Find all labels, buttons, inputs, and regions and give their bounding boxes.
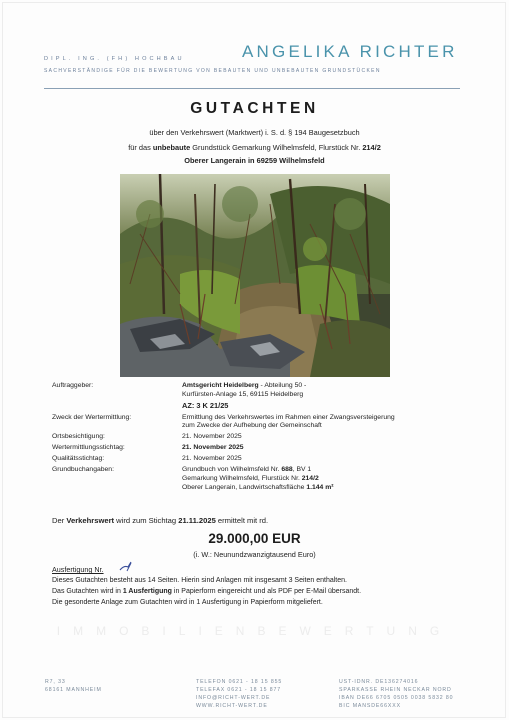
land-register-1-number: 688 xyxy=(281,466,293,473)
inspection-label: Ortsbesichtigung: xyxy=(52,433,105,440)
land-register-3 xyxy=(182,484,334,492)
value-statement xyxy=(52,516,268,525)
footer-bank xyxy=(339,678,453,710)
subject-address: Oberer Langerain in 69259 Wilhelmsfeld xyxy=(184,156,325,165)
case-number: AZ: 3 K 21/25 xyxy=(182,401,229,410)
subject-line-2-bold: unbebaute xyxy=(152,143,191,152)
property-photo xyxy=(120,174,390,377)
footer-iban: IBAN DE66 6705 0505 0038 5832 80 xyxy=(339,695,454,701)
valuation-label: Wertermittlungsstichtag: xyxy=(52,444,125,451)
value-statement-post: ermittelt mit rd. xyxy=(215,516,269,525)
subject-line-2-number: 214/2 xyxy=(362,143,381,152)
header-divider xyxy=(44,88,460,89)
land-register-2-number: 214/2 xyxy=(301,475,319,482)
footer-fax: TELEFAX 0621 - 18 15 877 xyxy=(196,687,282,693)
land-register-3-area: 1.144 m² xyxy=(306,484,334,491)
subject-line-2 xyxy=(0,143,509,152)
footer-contact xyxy=(196,678,282,710)
client-name: Amtsgericht Heidelberg xyxy=(182,382,259,389)
client-value xyxy=(182,382,306,390)
copies-info-bold: 1 Ausfertigung xyxy=(122,588,172,595)
purpose-label: Zweck der Wertermittlung: xyxy=(52,414,132,421)
purpose-value-1: Ermittlung des Verkehrswertes im Rahmen einer Zwangsversteigerung xyxy=(182,414,395,421)
inspection-date: 21. November 2025 xyxy=(182,433,242,440)
header-subtitle: SACHVERSTÄNDIGE FÜR DIE BEWERTUNG VON BEBAUTEN UND UNBEBAUTEN GRUNDSTÜCKEN xyxy=(44,68,381,74)
value-statement-date: 21.11.2025 xyxy=(178,516,216,525)
pages-info: Dieses Gutachten besteht aus 14 Seiten. Hierin sind Anlagen mit insgesamt 3 Seiten enthalten. xyxy=(52,577,347,584)
copies-info xyxy=(52,588,361,595)
value-statement-mid: wird zum Stichtag xyxy=(114,516,179,525)
subject-line-2-mid: Grundstück Gemarkung Wilhelmsfeld, Flurstück Nr. xyxy=(190,143,363,152)
handwritten-mark-icon xyxy=(118,561,134,573)
footer-email[interactable]: INFO@RICHT-WERT.DE xyxy=(196,695,271,701)
header-company-name: ANGELIKA RICHTER xyxy=(242,42,458,61)
header-firm-line: DIPL. ING. (FH) HOCHBAU xyxy=(44,56,185,62)
value-statement-term: Verkehrswert xyxy=(66,516,115,525)
footer-website[interactable]: WWW.RICHT-WERT.DE xyxy=(196,703,268,709)
footer-address xyxy=(45,678,102,694)
footer-phone: TELEFON 0621 - 18 15 855 xyxy=(196,679,283,685)
appendix-info: Die gesonderte Anlage zum Gutachten wird in 1 Ausfertigung in Papierform mitgeliefert. xyxy=(52,599,323,606)
client-label: Auftraggeber: xyxy=(52,382,94,389)
subject-line-1: über den Verkehrswert (Marktwert) i. S. d. § 194 Baugesetzbuch xyxy=(149,128,360,137)
client-dept: - Abteilung 50 - xyxy=(258,382,307,389)
land-register-label: Grundbuchangaben: xyxy=(52,466,114,473)
valuation-date: 21. November 2025 xyxy=(182,444,244,451)
footer-bic: BIC MANSDE66XXX xyxy=(339,703,401,709)
land-register-1-post: , BV 1 xyxy=(292,466,312,473)
quality-label: Qualitätsstichtag: xyxy=(52,455,105,462)
footer-street: R7, 33 xyxy=(45,679,66,685)
footer-vat-id: UST-IDNR. DE136274016 xyxy=(339,679,419,685)
land-register-1-pre: Grundbuch von Wilhelmsfeld Nr. xyxy=(182,466,282,473)
market-value-amount: 29.000,00 EUR xyxy=(208,531,301,546)
value-statement-pre: Der xyxy=(52,516,67,525)
footer-bank-name: SPARKASSE RHEIN NECKAR NORD xyxy=(339,687,452,693)
client-address: Kurfürsten-Anlage 15, 69115 Heidelberg xyxy=(182,391,304,398)
purpose-value-2: zum Zwecke der Aufhebung der Gemeinschaft xyxy=(182,422,322,429)
land-register-2 xyxy=(182,475,319,483)
subject-line-2-pre: für das xyxy=(128,143,153,152)
copies-info-pre: Das Gutachten wird in xyxy=(52,588,123,595)
footer-city: 68161 MANNHEIM xyxy=(45,687,102,693)
market-value-in-words: (i. W.: Neunundzwanzigtausend Euro) xyxy=(193,550,316,559)
land-register-3-pre: Oberer Langerain, Landwirtschaftsfläche xyxy=(182,484,307,491)
watermark-text: IMMOBILIENBEWERTUNG xyxy=(56,624,453,638)
copy-number-label: Ausfertigung Nr. xyxy=(52,565,104,574)
document-title: GUTACHTEN xyxy=(190,100,319,117)
land-register-2-pre: Gemarkung Wilhelmsfeld, Flurstück Nr. xyxy=(182,475,302,482)
land-register-1 xyxy=(182,466,311,474)
quality-date: 21. November 2025 xyxy=(182,455,242,462)
copies-info-post: in Papierform eingereicht und als PDF per E-Mail übersandt. xyxy=(171,588,362,595)
